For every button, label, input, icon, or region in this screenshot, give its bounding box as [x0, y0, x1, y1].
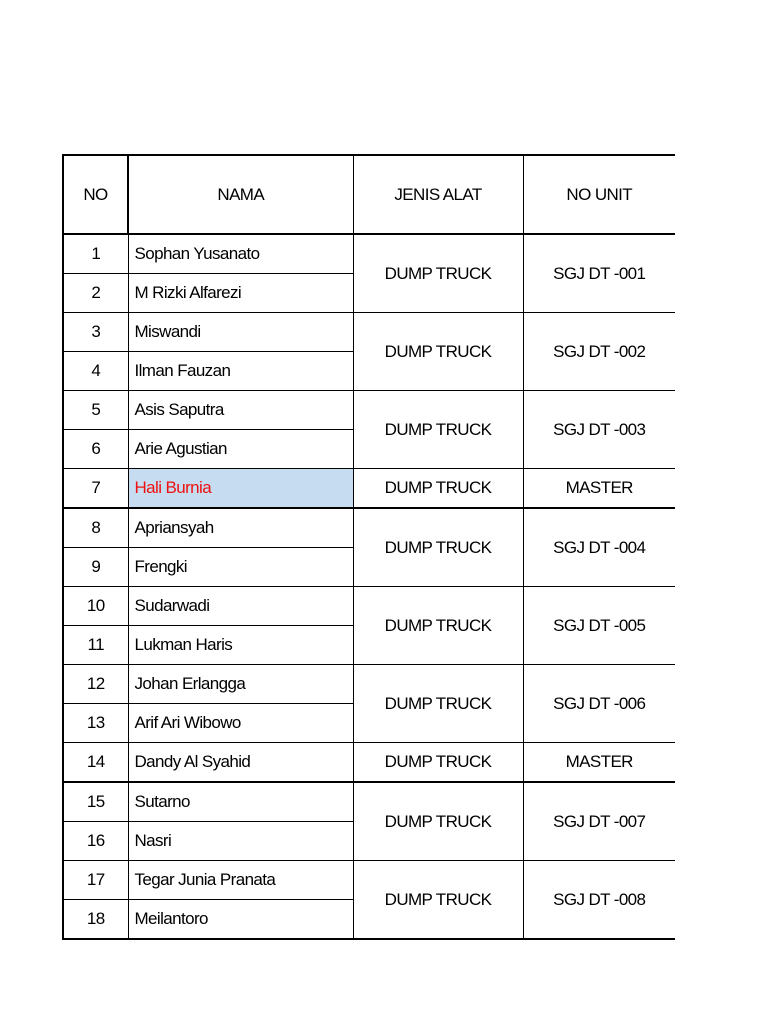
cell-no-unit: SGJ DT -008	[523, 861, 675, 940]
header-no-unit: NO UNIT	[523, 155, 675, 234]
cell-nama: Apriansyah	[128, 508, 353, 548]
cell-nama: Arif Ari Wibowo	[128, 704, 353, 743]
cell-no: 4	[63, 352, 128, 391]
table-row	[63, 391, 675, 430]
header-row	[63, 155, 675, 234]
cell-jenis-alat: DUMP TRUCK	[353, 587, 523, 665]
cell-no: 16	[63, 822, 128, 861]
cell-no: 13	[63, 704, 128, 743]
cell-nama: Dandy Al Syahid	[128, 743, 353, 783]
header-no: NO	[63, 155, 128, 234]
cell-nama: Arie Agustian	[128, 430, 353, 469]
cell-no-unit: SGJ DT -002	[523, 313, 675, 391]
cell-no-unit: SGJ DT -006	[523, 665, 675, 743]
table-body	[63, 234, 675, 939]
cell-no-unit: MASTER	[523, 469, 675, 509]
cell-nama: M Rizki Alfarezi	[128, 274, 353, 313]
table-row	[63, 508, 675, 548]
cell-no: 3	[63, 313, 128, 352]
cell-no-unit: SGJ DT -001	[523, 234, 675, 313]
cell-no: 1	[63, 234, 128, 274]
cell-no: 9	[63, 548, 128, 587]
cell-jenis-alat: DUMP TRUCK	[353, 665, 523, 743]
cell-jenis-alat: DUMP TRUCK	[353, 508, 523, 587]
cell-jenis-alat: DUMP TRUCK	[353, 313, 523, 391]
cell-nama: Ilman Fauzan	[128, 352, 353, 391]
cell-jenis-alat: DUMP TRUCK	[353, 391, 523, 469]
table-row	[63, 743, 675, 783]
cell-nama: Sutarno	[128, 782, 353, 822]
cell-nama: Miswandi	[128, 313, 353, 352]
crew-table	[62, 154, 675, 940]
cell-nama: Sophan Yusanato	[128, 234, 353, 274]
table-row	[63, 234, 675, 274]
cell-nama: Tegar Junia Pranata	[128, 861, 353, 900]
cell-jenis-alat: DUMP TRUCK	[353, 782, 523, 861]
cell-nama: Nasri	[128, 822, 353, 861]
cell-no-unit: SGJ DT -003	[523, 391, 675, 469]
cell-nama: Johan Erlangga	[128, 665, 353, 704]
table-row	[63, 469, 675, 509]
table-header	[63, 155, 675, 234]
cell-no: 18	[63, 900, 128, 940]
cell-nama: Frengki	[128, 548, 353, 587]
cell-jenis-alat: DUMP TRUCK	[353, 469, 523, 509]
table-row	[63, 861, 675, 900]
cell-no: 6	[63, 430, 128, 469]
table-row	[63, 313, 675, 352]
cell-no: 14	[63, 743, 128, 783]
cell-no: 2	[63, 274, 128, 313]
cell-no-unit: SGJ DT -005	[523, 587, 675, 665]
cell-no: 7	[63, 469, 128, 509]
table-row	[63, 587, 675, 626]
cell-jenis-alat: DUMP TRUCK	[353, 234, 523, 313]
cell-no: 8	[63, 508, 128, 548]
cell-no-unit: MASTER	[523, 743, 675, 783]
cell-no: 11	[63, 626, 128, 665]
cell-no: 5	[63, 391, 128, 430]
cell-nama: Meilantoro	[128, 900, 353, 940]
cell-nama: Hali Burnia	[128, 469, 353, 509]
cell-nama: Sudarwadi	[128, 587, 353, 626]
table-row	[63, 665, 675, 704]
cell-no: 15	[63, 782, 128, 822]
cell-jenis-alat: DUMP TRUCK	[353, 861, 523, 940]
cell-no: 17	[63, 861, 128, 900]
header-nama: NAMA	[128, 155, 353, 234]
cell-no: 10	[63, 587, 128, 626]
cell-no: 12	[63, 665, 128, 704]
cell-nama: Lukman Haris	[128, 626, 353, 665]
cell-jenis-alat: DUMP TRUCK	[353, 743, 523, 783]
cell-nama: Asis Saputra	[128, 391, 353, 430]
header-jenis-alat: JENIS ALAT	[353, 155, 523, 234]
table-row	[63, 782, 675, 822]
cell-no-unit: SGJ DT -007	[523, 782, 675, 861]
cell-no-unit: SGJ DT -004	[523, 508, 675, 587]
